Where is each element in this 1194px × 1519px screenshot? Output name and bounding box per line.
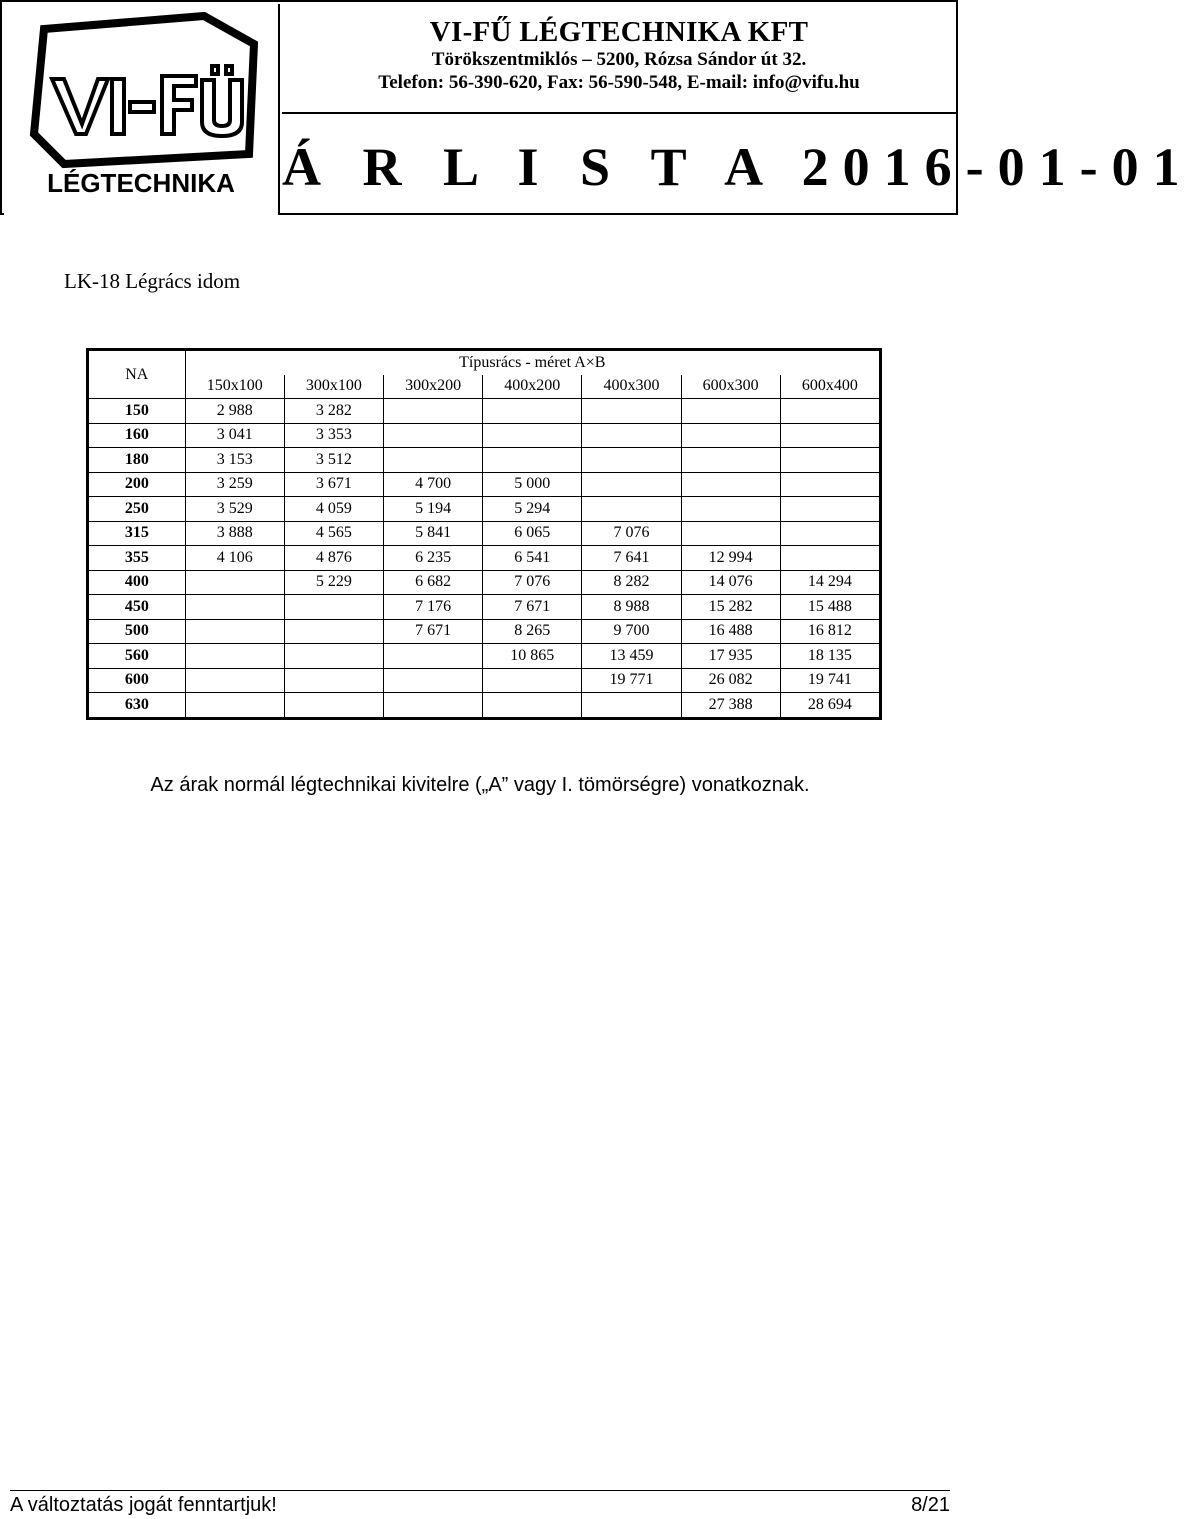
price-cell bbox=[384, 668, 483, 693]
table-row bbox=[88, 472, 881, 497]
price-cell: 3 353 bbox=[284, 423, 383, 448]
company-contact: Telefon: 56-390-620, Fax: 56-590-548, E-mail: info@vifu.hu bbox=[378, 72, 860, 93]
price-cell bbox=[780, 472, 880, 497]
company-address: Törökszentmiklós – 5200, Rózsa Sándor út 32. bbox=[431, 49, 807, 70]
price-cell bbox=[582, 472, 681, 497]
price-cell: 26 082 bbox=[681, 668, 780, 693]
price-cell bbox=[384, 423, 483, 448]
price-cell bbox=[582, 448, 681, 473]
price-cell: 6 682 bbox=[384, 570, 483, 595]
pricing-note: Az árak normál légtechnikai kivitelre („A” vagy I. tömörségre) vonatkoznak. bbox=[150, 774, 810, 796]
na-value: 630 bbox=[88, 693, 186, 719]
type-size-header: Típusrács - méret A×B bbox=[185, 350, 880, 375]
svg-text:LÉGTECHNIKA: LÉGTECHNIKA bbox=[47, 168, 235, 198]
price-cell: 3 888 bbox=[185, 521, 284, 546]
price-cell bbox=[780, 546, 880, 571]
price-cell bbox=[384, 644, 483, 669]
table-row bbox=[88, 399, 881, 424]
price-cell: 9 700 bbox=[582, 619, 681, 644]
price-cell: 7 176 bbox=[384, 595, 483, 620]
price-cell: 6 235 bbox=[384, 546, 483, 571]
price-cell: 3 529 bbox=[185, 497, 284, 522]
price-cell: 3 282 bbox=[284, 399, 383, 424]
price-cell: 10 865 bbox=[483, 644, 582, 669]
price-table bbox=[86, 348, 882, 720]
price-cell bbox=[284, 644, 383, 669]
price-cell: 5 229 bbox=[284, 570, 383, 595]
price-cell: 12 994 bbox=[681, 546, 780, 571]
size-column-header: 300x100 bbox=[284, 375, 383, 399]
price-cell: 3 512 bbox=[284, 448, 383, 473]
price-cell bbox=[681, 472, 780, 497]
price-cell: 16 488 bbox=[681, 619, 780, 644]
price-cell bbox=[582, 497, 681, 522]
size-column-header: 400x300 bbox=[582, 375, 681, 399]
price-cell bbox=[284, 693, 383, 719]
price-cell bbox=[384, 399, 483, 424]
price-cell bbox=[483, 399, 582, 424]
price-cell: 4 059 bbox=[284, 497, 383, 522]
price-cell bbox=[185, 619, 284, 644]
size-column-header: 300x200 bbox=[384, 375, 483, 399]
price-cell bbox=[681, 399, 780, 424]
price-cell: 15 282 bbox=[681, 595, 780, 620]
price-cell bbox=[780, 423, 880, 448]
table-row bbox=[88, 668, 881, 693]
na-value: 315 bbox=[88, 521, 186, 546]
price-cell: 8 265 bbox=[483, 619, 582, 644]
price-cell: 15 488 bbox=[780, 595, 880, 620]
na-value: 560 bbox=[88, 644, 186, 669]
table-row bbox=[88, 448, 881, 473]
price-cell: 13 459 bbox=[582, 644, 681, 669]
price-cell bbox=[384, 448, 483, 473]
table-row bbox=[88, 546, 881, 571]
price-cell bbox=[185, 570, 284, 595]
price-cell: 8 988 bbox=[582, 595, 681, 620]
price-cell bbox=[780, 399, 880, 424]
price-cell: 6 541 bbox=[483, 546, 582, 571]
price-cell bbox=[780, 448, 880, 473]
price-cell: 7 671 bbox=[384, 619, 483, 644]
price-cell: 5 194 bbox=[384, 497, 483, 522]
na-value: 200 bbox=[88, 472, 186, 497]
na-value: 400 bbox=[88, 570, 186, 595]
price-cell: 6 065 bbox=[483, 521, 582, 546]
page-number: 8/21 bbox=[911, 1494, 950, 1516]
price-cell bbox=[185, 644, 284, 669]
pricelist-title: Á R L I S T A 2016-01-01 bbox=[282, 137, 1194, 197]
na-value: 355 bbox=[88, 546, 186, 571]
company-name: VI-FŰ LÉGTECHNIKA KFT bbox=[429, 16, 809, 48]
company-logo bbox=[4, 4, 280, 215]
price-cell: 18 135 bbox=[780, 644, 880, 669]
table-row bbox=[88, 497, 881, 522]
price-cell bbox=[185, 668, 284, 693]
price-cell bbox=[681, 423, 780, 448]
na-value: 500 bbox=[88, 619, 186, 644]
price-cell: 14 294 bbox=[780, 570, 880, 595]
size-header-row bbox=[88, 375, 881, 399]
price-cell: 3 259 bbox=[185, 472, 284, 497]
logo-graphic bbox=[4, 4, 278, 213]
price-cell: 14 076 bbox=[681, 570, 780, 595]
product-title: LK-18 Légrács idom bbox=[64, 269, 241, 293]
price-cell bbox=[780, 497, 880, 522]
price-cell bbox=[780, 521, 880, 546]
price-cell bbox=[582, 423, 681, 448]
price-cell: 4 876 bbox=[284, 546, 383, 571]
price-cell: 5 294 bbox=[483, 497, 582, 522]
price-cell bbox=[185, 595, 284, 620]
price-cell bbox=[284, 595, 383, 620]
price-cell: 7 076 bbox=[582, 521, 681, 546]
price-cell bbox=[681, 448, 780, 473]
table-row bbox=[88, 644, 881, 669]
price-cell bbox=[483, 423, 582, 448]
price-table-body bbox=[88, 399, 881, 719]
table-row bbox=[88, 521, 881, 546]
price-cell: 16 812 bbox=[780, 619, 880, 644]
table-row bbox=[88, 595, 881, 620]
na-value: 150 bbox=[88, 399, 186, 424]
price-cell bbox=[483, 448, 582, 473]
price-cell: 3 153 bbox=[185, 448, 284, 473]
price-cell: 4 106 bbox=[185, 546, 284, 571]
price-cell bbox=[681, 497, 780, 522]
na-value: 250 bbox=[88, 497, 186, 522]
table-row bbox=[88, 423, 881, 448]
price-cell bbox=[284, 668, 383, 693]
price-cell: 3 041 bbox=[185, 423, 284, 448]
table-row bbox=[88, 619, 881, 644]
na-header: NA bbox=[88, 350, 186, 399]
size-column-header: 600x300 bbox=[681, 375, 780, 399]
size-column-header: 150x100 bbox=[185, 375, 284, 399]
price-cell: 28 694 bbox=[780, 693, 880, 719]
price-cell bbox=[483, 668, 582, 693]
price-cell: 7 641 bbox=[582, 546, 681, 571]
price-cell: 8 282 bbox=[582, 570, 681, 595]
price-cell bbox=[185, 693, 284, 719]
na-value: 450 bbox=[88, 595, 186, 620]
letterhead bbox=[0, 0, 1194, 215]
price-cell bbox=[582, 693, 681, 719]
price-cell: 27 388 bbox=[681, 693, 780, 719]
table-row bbox=[88, 570, 881, 595]
price-cell: 4 565 bbox=[284, 521, 383, 546]
price-cell: 3 671 bbox=[284, 472, 383, 497]
na-value: 600 bbox=[88, 668, 186, 693]
header-divider bbox=[282, 112, 956, 114]
price-cell bbox=[284, 619, 383, 644]
price-cell bbox=[582, 399, 681, 424]
company-info bbox=[282, 2, 956, 106]
price-cell: 2 988 bbox=[185, 399, 284, 424]
price-cell: 5 000 bbox=[483, 472, 582, 497]
na-value: 160 bbox=[88, 423, 186, 448]
price-cell: 19 771 bbox=[582, 668, 681, 693]
price-cell: 5 841 bbox=[384, 521, 483, 546]
price-cell bbox=[681, 521, 780, 546]
footer-disclaimer: A változtatás jogát fenntartjuk! bbox=[10, 1494, 277, 1516]
size-column-header: 400x200 bbox=[483, 375, 582, 399]
price-cell: 17 935 bbox=[681, 644, 780, 669]
table-row bbox=[88, 693, 881, 719]
price-cell bbox=[483, 693, 582, 719]
na-value: 180 bbox=[88, 448, 186, 473]
footer-rule bbox=[10, 1490, 950, 1491]
price-cell: 7 076 bbox=[483, 570, 582, 595]
price-cell: 19 741 bbox=[780, 668, 880, 693]
size-column-header: 600x400 bbox=[780, 375, 880, 399]
price-cell: 4 700 bbox=[384, 472, 483, 497]
price-cell: 7 671 bbox=[483, 595, 582, 620]
price-cell bbox=[384, 693, 483, 719]
